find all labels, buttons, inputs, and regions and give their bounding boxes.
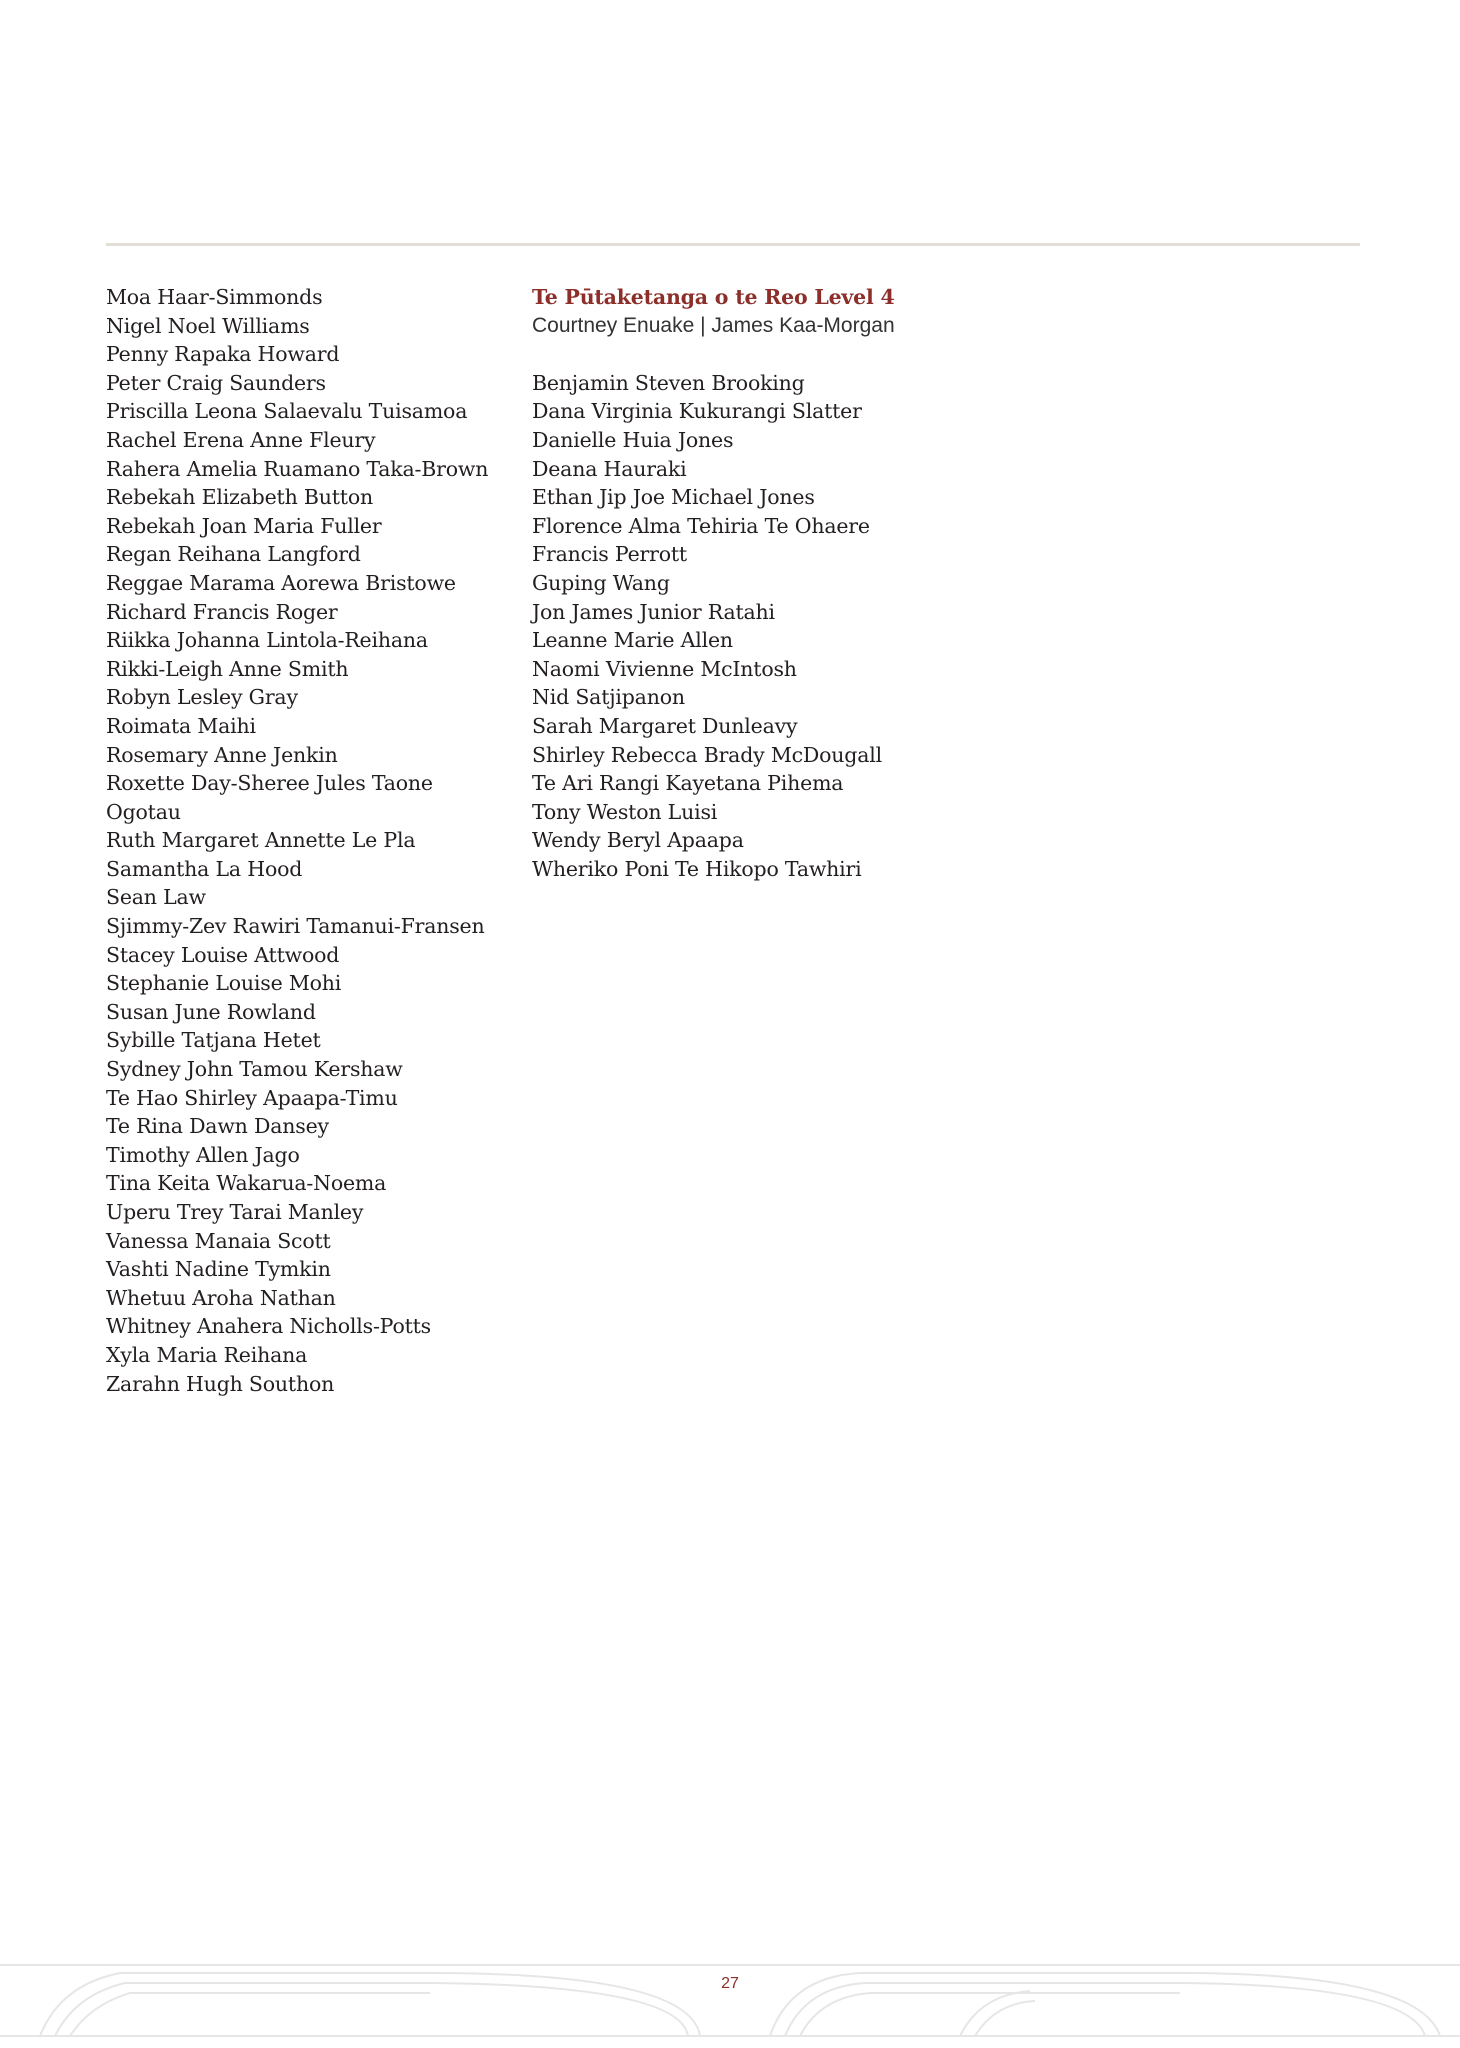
graduate-name: Penny Rapaka Howard xyxy=(106,342,340,367)
graduate-name: Tina Keita Wakarua-Noema xyxy=(106,1171,387,1196)
graduate-name: Sjimmy-Zev Rawiri Tamanui-Fransen xyxy=(106,914,485,939)
graduate-name: Ethan Jip Joe Michael Jones xyxy=(532,485,815,510)
names-column-right xyxy=(532,283,1032,883)
page-number: 27 xyxy=(721,1975,739,1992)
graduate-name: Samantha La Hood xyxy=(106,856,303,881)
graduate-name: Rebekah Joan Maria Fuller xyxy=(106,513,382,538)
graduate-name: Francis Perrott xyxy=(532,542,687,567)
graduate-name: Whitney Anahera Nicholls-Potts xyxy=(106,1314,431,1339)
top-divider xyxy=(106,243,1360,246)
graduate-name: Naomi Vivienne McIntosh xyxy=(532,656,797,681)
names-column-left xyxy=(106,283,506,1398)
graduate-name: Dana Virginia Kukurangi Slatter xyxy=(532,399,862,424)
graduate-name: Moa Haar-Simmonds xyxy=(106,285,323,309)
graduate-name: Rikki-Leigh Anne Smith xyxy=(106,656,349,681)
graduate-name: Roxette Day-Sheree Jules Taone xyxy=(106,771,433,796)
graduate-name: Roimata Maihi xyxy=(106,713,256,738)
graduate-name: Sarah Margaret Dunleavy xyxy=(532,713,798,738)
graduate-name: Sybille Tatjana Hetet xyxy=(106,1028,321,1053)
graduate-name: Regan Reihana Langford xyxy=(106,542,361,567)
graduate-name: Wendy Beryl Apaapa xyxy=(532,828,744,853)
graduate-name: Rosemary Anne Jenkin xyxy=(106,742,338,767)
footer-pattern xyxy=(0,1955,1460,2048)
graduate-name: Reggae Marama Aorewa Bristowe xyxy=(106,570,456,595)
graduate-name: Benjamin Steven Brooking xyxy=(532,370,805,395)
graduate-name: Richard Francis Roger xyxy=(106,599,338,624)
graduate-name: Te Ari Rangi Kayetana Pihema xyxy=(532,771,844,796)
graduate-name: Florence Alma Tehiria Te Ohaere xyxy=(532,513,870,538)
graduate-name: Vanessa Manaia Scott xyxy=(106,1228,331,1253)
graduate-name: Riikka Johanna Lintola-Reihana xyxy=(106,628,428,653)
graduate-name: Peter Craig Saunders xyxy=(106,370,326,395)
graduate-name: Priscilla Leona Salaevalu Tuisamoa xyxy=(106,399,468,424)
graduate-name: Rebekah Elizabeth Button xyxy=(106,485,373,510)
graduate-list xyxy=(532,369,1032,884)
graduate-name: Nigel Noel Williams xyxy=(106,313,310,338)
graduate-name: Uperu Trey Tarai Manley xyxy=(106,1200,364,1224)
graduate-name: Xyla Maria Reihana xyxy=(106,1342,308,1367)
graduate-name: Whetuu Aroha Nathan xyxy=(106,1285,336,1310)
graduate-name: Zarahn Hugh Southon xyxy=(106,1371,335,1396)
graduate-name: Leanne Marie Allen xyxy=(532,628,733,653)
graduate-name: Rahera Amelia Ruamano Taka-Brown xyxy=(106,456,489,481)
section-heading: Te Pūtaketanga o te Reo Level 4 xyxy=(532,285,895,309)
graduate-name: Jon James Junior Ratahi xyxy=(532,599,775,624)
graduate-name: Guping Wang xyxy=(532,570,670,595)
tutor-names: Courtney Enuake | James Kaa-Morgan xyxy=(532,313,895,337)
graduate-name: Sydney John Tamou Kershaw xyxy=(106,1057,403,1082)
spacer xyxy=(532,340,1032,369)
graduate-name: Te Rina Dawn Dansey xyxy=(106,1114,329,1139)
graduate-name: Stephanie Louise Mohi xyxy=(106,971,342,996)
graduate-name: Deana Hauraki xyxy=(532,456,687,481)
graduate-name: Robyn Lesley Gray xyxy=(106,685,298,710)
graduate-name: Tony Weston Luisi xyxy=(532,799,718,824)
graduate-name: Ogotau xyxy=(106,799,181,824)
graduate-name: Susan June Rowland xyxy=(106,999,316,1024)
graduate-name: Nid Satjipanon xyxy=(532,685,685,710)
graduate-name: Vashti Nadine Tymkin xyxy=(106,1257,331,1282)
graduate-name: Timothy Allen Jago xyxy=(106,1142,300,1167)
graduate-name: Wheriko Poni Te Hikopo Tawhiri xyxy=(532,856,862,881)
graduate-name: Te Hao Shirley Apaapa-Timu xyxy=(106,1085,398,1110)
graduate-name: Danielle Huia Jones xyxy=(532,427,734,452)
graduate-name: Shirley Rebecca Brady McDougall xyxy=(532,742,882,767)
graduate-name: Sean Law xyxy=(106,885,206,910)
graduate-name: Ruth Margaret Annette Le Pla xyxy=(106,828,416,853)
graduate-name: Rachel Erena Anne Fleury xyxy=(106,427,376,452)
graduate-name: Stacey Louise Attwood xyxy=(106,942,340,967)
